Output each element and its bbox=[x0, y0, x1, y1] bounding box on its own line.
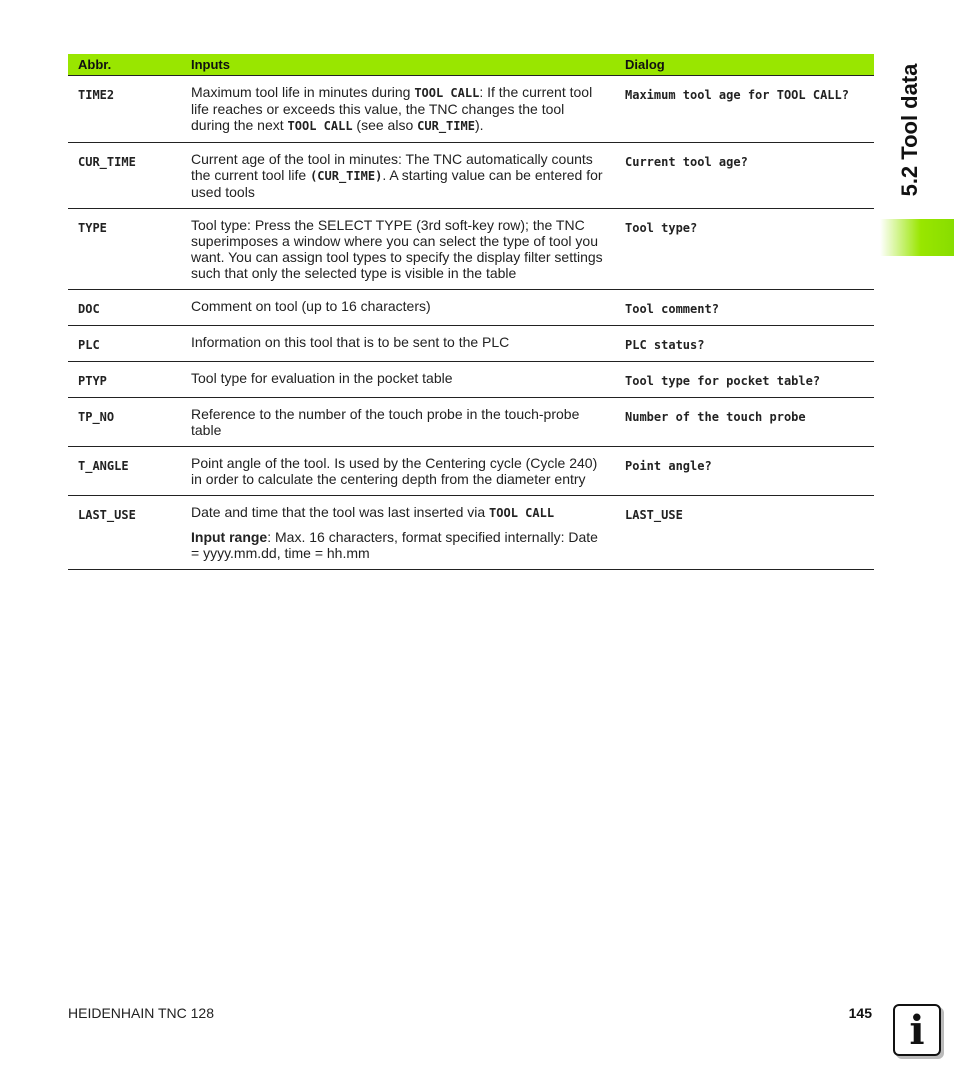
inline-code: TOOL CALL bbox=[489, 506, 555, 520]
table-row bbox=[68, 290, 874, 326]
header-dialog: Dialog bbox=[615, 54, 874, 76]
table-header-row bbox=[68, 54, 874, 76]
table-row bbox=[68, 496, 874, 570]
page-number: 145 bbox=[848, 1005, 872, 1021]
dialog-prompt: Maximum tool age for TOOL CALL? bbox=[625, 88, 849, 102]
input-paragraph bbox=[191, 217, 605, 281]
input-paragraph bbox=[191, 529, 605, 561]
table-row bbox=[68, 447, 874, 496]
input-paragraph bbox=[191, 504, 605, 521]
cell-inputs bbox=[181, 76, 615, 143]
cell-dialog bbox=[615, 447, 874, 496]
dialog-prompt: Tool type? bbox=[625, 221, 698, 235]
cell-abbr bbox=[68, 496, 181, 570]
dialog-prompt: Current tool age? bbox=[625, 155, 748, 169]
cell-inputs bbox=[181, 209, 615, 290]
abbr-code: DOC bbox=[78, 302, 100, 316]
abbr-code: PTYP bbox=[78, 374, 107, 388]
cell-inputs bbox=[181, 362, 615, 398]
section-tab-marker bbox=[880, 219, 954, 256]
text-segment: Comment on tool (up to 16 characters) bbox=[191, 298, 431, 314]
cell-abbr bbox=[68, 398, 181, 447]
section-title bbox=[880, 40, 940, 220]
table-row bbox=[68, 362, 874, 398]
inline-label: Input range bbox=[191, 529, 268, 545]
abbr-code: TP_NO bbox=[78, 410, 115, 424]
dialog-prompt: Point angle? bbox=[625, 459, 712, 473]
cell-dialog bbox=[615, 326, 874, 362]
cell-inputs bbox=[181, 143, 615, 209]
input-paragraph bbox=[191, 406, 605, 438]
text-segment: Information on this tool that is to be sent to the PLC bbox=[191, 334, 510, 350]
input-paragraph bbox=[191, 455, 605, 487]
text-segment: (see also bbox=[352, 117, 418, 133]
text-segment: Maximum tool life in minutes during bbox=[191, 84, 415, 100]
text-segment: ). bbox=[474, 117, 484, 133]
cell-dialog bbox=[615, 398, 874, 447]
dialog-prompt: Number of the touch probe bbox=[625, 410, 806, 424]
text-segment: Date and time that the tool was last inserted via bbox=[191, 504, 490, 520]
dialog-prompt: LAST_USE bbox=[625, 508, 683, 522]
header-abbr: Abbr. bbox=[68, 54, 181, 76]
text-segment: Tool type: Press the SELECT TYPE (3rd soft-key row); the TNC superimposes a window where you can select the type of tool you want. You can assign tool types to specify the display filter settings such that only the selected type is visible in the table bbox=[191, 217, 603, 281]
inline-code: CUR_TIME bbox=[417, 119, 475, 133]
abbr-code: TYPE bbox=[78, 221, 107, 235]
text-segment: Tool type for evaluation in the pocket table bbox=[191, 370, 453, 386]
cell-abbr bbox=[68, 326, 181, 362]
input-paragraph bbox=[191, 370, 605, 386]
cell-abbr bbox=[68, 290, 181, 326]
section-title-text: 5.2 Tool data bbox=[897, 63, 922, 197]
cell-dialog bbox=[615, 209, 874, 290]
cell-dialog bbox=[615, 143, 874, 209]
cell-inputs bbox=[181, 447, 615, 496]
cell-abbr bbox=[68, 362, 181, 398]
cell-dialog bbox=[615, 496, 874, 570]
cell-inputs bbox=[181, 290, 615, 326]
tool-data-table bbox=[68, 54, 874, 570]
table-row bbox=[68, 76, 874, 143]
cell-inputs bbox=[181, 496, 615, 570]
text-segment: Point angle of the tool. Is used by the Centering cycle (Cycle 240) in order to calculate the centering depth from the diameter entry bbox=[191, 455, 598, 487]
cell-dialog bbox=[615, 76, 874, 143]
cell-abbr bbox=[68, 209, 181, 290]
table-row bbox=[68, 398, 874, 447]
input-paragraph bbox=[191, 84, 605, 134]
inline-code: (CUR_TIME) bbox=[310, 169, 383, 183]
abbr-code: PLC bbox=[78, 338, 100, 352]
cell-dialog bbox=[615, 290, 874, 326]
cell-abbr bbox=[68, 143, 181, 209]
text-segment: . A starting value can be entered for used tools bbox=[191, 167, 603, 200]
abbr-code: CUR_TIME bbox=[78, 155, 136, 169]
text-segment: : Max. 16 characters, format specified internally: Date = yyyy.mm.dd, time = hh.mm bbox=[191, 529, 598, 561]
table-body bbox=[68, 76, 874, 570]
inline-code: TOOL CALL bbox=[414, 86, 480, 100]
abbr-code: T_ANGLE bbox=[78, 459, 129, 473]
cell-abbr bbox=[68, 447, 181, 496]
table-row bbox=[68, 209, 874, 290]
inline-code: TOOL CALL bbox=[287, 119, 353, 133]
dialog-prompt: Tool type for pocket table? bbox=[625, 374, 821, 388]
text-segment: Reference to the number of the touch probe in the touch-probe table bbox=[191, 406, 580, 438]
text-segment: Current age of the tool in minutes: The TNC automatically counts the current tool life bbox=[191, 151, 593, 183]
table-row bbox=[68, 143, 874, 209]
table-row bbox=[68, 326, 874, 362]
header-inputs: Inputs bbox=[181, 54, 615, 76]
cell-abbr bbox=[68, 76, 181, 143]
input-paragraph bbox=[191, 298, 605, 314]
footer-product-name: HEIDENHAIN TNC 128 bbox=[68, 1005, 215, 1021]
cell-dialog bbox=[615, 362, 874, 398]
dialog-prompt: Tool comment? bbox=[625, 302, 719, 316]
abbr-code: TIME2 bbox=[78, 88, 115, 102]
info-icon: i bbox=[893, 1004, 941, 1056]
abbr-code: LAST_USE bbox=[78, 508, 136, 522]
input-paragraph bbox=[191, 334, 605, 350]
input-paragraph bbox=[191, 151, 605, 200]
cell-inputs bbox=[181, 398, 615, 447]
cell-inputs bbox=[181, 326, 615, 362]
text-segment: : If the current tool life reaches or exceeds this value, the TNC changes the tool during the next bbox=[191, 84, 593, 133]
dialog-prompt: PLC status? bbox=[625, 338, 705, 352]
